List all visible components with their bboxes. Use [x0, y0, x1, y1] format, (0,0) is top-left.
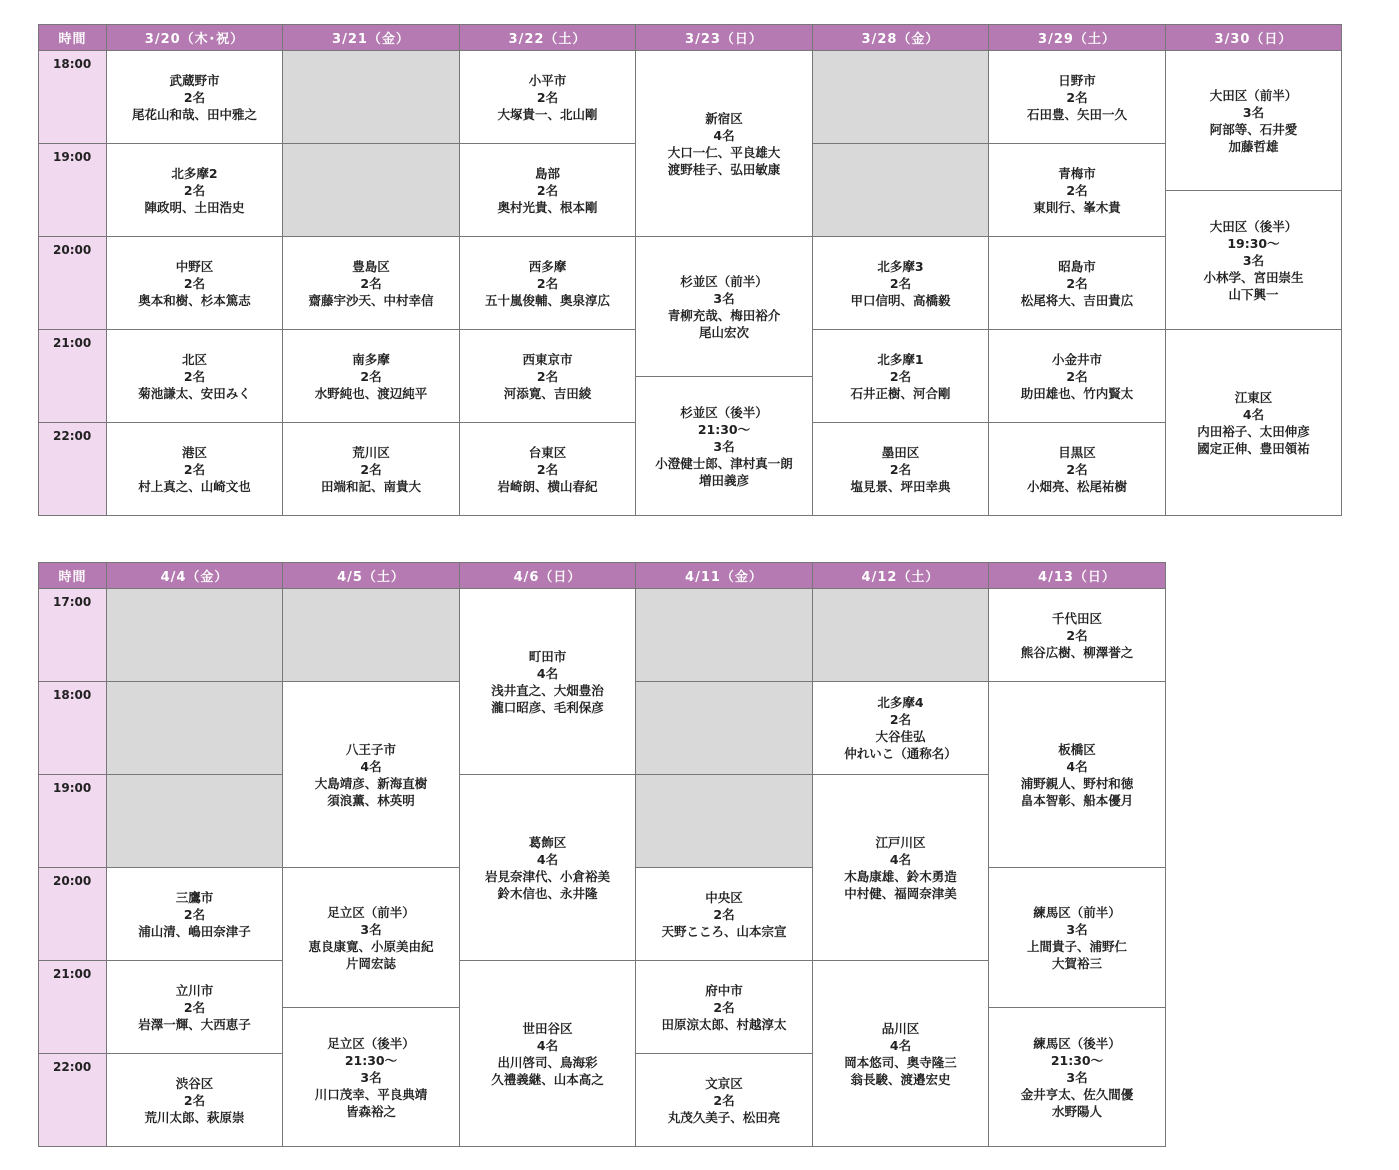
slot-count: 2名: [183, 275, 206, 291]
slot-area: 足立区（後半）: [327, 1035, 415, 1051]
schedule-slot: [107, 1054, 283, 1147]
slot-count: 3名: [1066, 1069, 1088, 1085]
slot-area: 江東区: [1234, 389, 1273, 405]
slot-names: 菊池謙太、安田みく: [138, 385, 251, 401]
slot-area: 墨田区: [881, 444, 920, 460]
date-header: 4/6（日）: [460, 563, 636, 589]
slot-count: 2名: [183, 368, 206, 384]
date-header: 3/22（土）: [460, 25, 636, 51]
slot-count: 3名: [1066, 921, 1088, 937]
slot-area: 町田市: [528, 648, 567, 664]
slot-area: 練馬区（前半）: [1033, 904, 1121, 920]
schedule-slot: [813, 775, 989, 961]
unavailable-slot: [636, 682, 813, 775]
schedule-slot: [460, 237, 636, 330]
schedule-slot: [989, 423, 1166, 516]
slot-area: 江戸川区: [875, 834, 926, 850]
schedule-slot: [989, 1008, 1166, 1147]
slot-names: 青柳充哉、梅田裕介: [667, 307, 781, 323]
date-header: 3/29（土）: [989, 25, 1166, 51]
slot-names: 石井正樹、河合剛: [850, 385, 951, 401]
slot-area: 練馬区（後半）: [1033, 1035, 1121, 1051]
slot-count: 2名: [536, 275, 559, 291]
slot-area: 千代田区: [1051, 610, 1102, 626]
schedule-slot: [460, 589, 636, 775]
slot-area: 目黒区: [1058, 444, 1096, 460]
date-header: 4/11（金）: [636, 563, 813, 589]
schedule-slot: [107, 423, 283, 516]
time-label: 19:00: [39, 144, 107, 237]
date-header: 3/20（木･祝）: [107, 25, 283, 51]
slot-start-time: 21:30～: [697, 421, 751, 437]
schedule-slot: [989, 330, 1166, 423]
slot-names: 瀧口昭彦、毛利保彦: [491, 699, 604, 715]
schedule-slot: [989, 51, 1166, 144]
slot-count: 2名: [1066, 627, 1088, 643]
slot-area: 昭島市: [1058, 258, 1096, 274]
slot-area: 豊島区: [352, 258, 390, 274]
slot-count: 2名: [889, 461, 912, 477]
slot-area: 北多摩2: [171, 165, 218, 181]
slot-area: 大田区（前半）: [1209, 87, 1298, 103]
schedule-slot: [813, 682, 989, 775]
slot-names: 皆森裕之: [345, 1103, 396, 1119]
slot-area: 八王子市: [345, 741, 396, 757]
slot-names: 浦野親人、野村和徳: [1020, 775, 1134, 791]
slot-area: 文京区: [705, 1075, 743, 1091]
slot-names: 丸茂久美子、松田亮: [667, 1109, 781, 1125]
slot-names: 加藤哲雄: [1228, 138, 1279, 154]
slot-area: 荒川区: [352, 444, 390, 460]
slot-count: 4名: [536, 665, 559, 681]
slot-area: 西東京市: [522, 351, 573, 367]
slot-area: 西多摩: [528, 258, 567, 274]
slot-count: 2名: [536, 89, 559, 105]
schedule-slot: [1166, 51, 1342, 191]
schedule-slot: [460, 51, 636, 144]
slot-count: 2名: [360, 275, 382, 291]
slot-area: 府中市: [705, 982, 743, 998]
slot-count: 2名: [1066, 89, 1088, 105]
schedule-slot: [989, 237, 1166, 330]
date-header: 4/4（金）: [107, 563, 283, 589]
slot-count: 3名: [1242, 252, 1265, 268]
slot-names: 助田雄也、竹内賢太: [1020, 385, 1134, 401]
schedule-slot: [813, 237, 989, 330]
schedule-slot: [636, 868, 813, 961]
schedule-slot: [283, 330, 460, 423]
slot-area: 足立区（前半）: [327, 904, 415, 920]
schedule-slot: [1166, 191, 1342, 330]
slot-names: 田原涼太郎、村越淳太: [661, 1016, 787, 1032]
slot-area: 青梅市: [1058, 165, 1096, 181]
unavailable-slot: [813, 589, 989, 682]
schedule-slot: [460, 961, 636, 1147]
slot-names: 浅井直之、大畑豊治: [491, 682, 604, 698]
unavailable-slot: [636, 589, 813, 682]
date-header: 3/23（日）: [636, 25, 813, 51]
schedule-slot: [107, 51, 283, 144]
slot-names: 天野こころ、山本宗宣: [661, 923, 787, 939]
slot-count: 3名: [360, 921, 382, 937]
slot-names: 大口一仁、平良雄大: [667, 144, 781, 160]
unavailable-slot: [636, 775, 813, 868]
schedule-slot: [107, 330, 283, 423]
schedule-table-april: [38, 562, 1166, 1147]
slot-area: 立川市: [175, 982, 214, 998]
slot-names: 大島靖彦、新海直樹: [314, 775, 428, 791]
schedule-slot: [460, 144, 636, 237]
slot-count: 2名: [183, 999, 206, 1015]
slot-names: 甲口信明、高橋毅: [850, 292, 951, 308]
slot-count: 2名: [183, 182, 206, 198]
time-header: 時間: [39, 25, 107, 51]
slot-names: 五十嵐俊輔、奥泉淳広: [484, 292, 610, 308]
slot-count: 2名: [536, 368, 559, 384]
slot-names: 阿部等、石井愛: [1209, 121, 1298, 137]
unavailable-slot: [283, 589, 460, 682]
slot-names: 國定正伸、豊田領祐: [1197, 440, 1310, 456]
date-header: 3/30（日）: [1166, 25, 1342, 51]
slot-area: 中央区: [705, 889, 743, 905]
slot-names: 尾花山和哉、田中雅之: [131, 106, 257, 122]
slot-area: 葛飾区: [528, 834, 567, 850]
slot-names: 浦山清、嶋田奈津子: [138, 923, 251, 939]
slot-count: 3名: [713, 438, 735, 454]
slot-names: 渡野桂子、弘田敏康: [667, 161, 781, 177]
slot-names: 中村健、福岡奈津美: [844, 885, 957, 901]
slot-count: 2名: [713, 1092, 735, 1108]
schedule-slot: [813, 961, 989, 1147]
slot-count: 2名: [713, 999, 735, 1015]
unavailable-slot: [107, 775, 283, 868]
slot-count: 2名: [889, 712, 912, 727]
slot-names: 岡本悠司、奥寺隆三: [844, 1054, 957, 1070]
slot-names: 鈴木信也、永井隆: [497, 885, 598, 901]
schedule-slot: [813, 423, 989, 516]
slot-names: 石田豊、矢田一久: [1026, 106, 1127, 122]
slot-count: 3名: [360, 1069, 382, 1085]
schedule-table-march: [38, 24, 1342, 516]
slot-names: 畠本智彰、船本優月: [1020, 792, 1134, 808]
slot-count: 2名: [183, 461, 206, 477]
slot-names: 水野陽人: [1051, 1103, 1102, 1119]
slot-start-time: 21:30～: [344, 1052, 398, 1068]
schedule-slot: [460, 775, 636, 961]
slot-names: 小澄健士郎、津村真一朗: [655, 455, 793, 471]
slot-count: 2名: [536, 182, 559, 198]
schedule-slot: [989, 589, 1166, 682]
schedule-slot: [636, 377, 813, 516]
slot-count: 4名: [889, 1037, 912, 1053]
slot-area: 小金井市: [1051, 351, 1102, 367]
slot-area: 北多摩3: [877, 258, 924, 274]
schedule-slot: [636, 961, 813, 1054]
schedule-slot: [1166, 330, 1342, 516]
time-label: 17:00: [39, 589, 107, 682]
slot-names: 奥本和樹、杉本篤志: [138, 292, 251, 308]
slot-names: 久禮義継、山本高之: [491, 1071, 604, 1087]
slot-names: 大谷佳弘: [875, 729, 926, 744]
slot-count: 4名: [1242, 406, 1265, 422]
schedule-slot: [989, 682, 1166, 868]
slot-area: 台東区: [528, 444, 567, 460]
slot-area: 北多摩1: [877, 351, 924, 367]
slot-count: 2名: [183, 1092, 206, 1108]
unavailable-slot: [813, 144, 989, 237]
slot-count: 2名: [889, 275, 912, 291]
slot-names: 水野純也、渡辺純平: [314, 385, 428, 401]
slot-start-time: 21:30～: [1050, 1052, 1104, 1068]
time-label: 18:00: [39, 682, 107, 775]
slot-names: 岩崎朗、横山春紀: [497, 478, 598, 494]
slot-count: 2名: [183, 89, 206, 105]
slot-area: 三鷹市: [175, 889, 214, 905]
schedule-slot: [283, 423, 460, 516]
slot-count: 2名: [360, 461, 382, 477]
slot-names: 松尾将大、吉田貴広: [1020, 292, 1134, 308]
slot-count: 4名: [889, 851, 912, 867]
schedule-slot: [636, 1054, 813, 1147]
slot-count: 2名: [1066, 275, 1088, 291]
slot-area: 世田谷区: [522, 1020, 573, 1036]
schedule-slot: [283, 868, 460, 1008]
slot-count: 2名: [1066, 368, 1088, 384]
unavailable-slot: [283, 144, 460, 237]
slot-count: 2名: [1066, 182, 1088, 198]
schedule-slot: [107, 144, 283, 237]
slot-count: 4名: [1066, 758, 1088, 774]
date-header: 3/28（金）: [813, 25, 989, 51]
slot-count: 2名: [183, 906, 206, 922]
slot-area: 武蔵野市: [169, 72, 220, 88]
slot-count: 4名: [360, 758, 382, 774]
unavailable-slot: [283, 51, 460, 144]
slot-area: 港区: [181, 444, 207, 460]
slot-count: 2名: [360, 368, 382, 384]
slot-area: 南多摩: [352, 351, 390, 367]
slot-names: 岩澤一輝、大西恵子: [138, 1016, 251, 1032]
slot-names: 増田義彦: [698, 472, 749, 488]
schedule-slot: [989, 144, 1166, 237]
slot-start-time: 19:30～: [1227, 235, 1280, 251]
slot-names: 齋藤宇沙天、中村幸信: [308, 292, 434, 308]
time-label: 22:00: [39, 1054, 107, 1147]
slot-count: 4名: [713, 127, 735, 143]
slot-area: 島部: [534, 165, 560, 181]
schedule-slot: [107, 237, 283, 330]
schedule-slot: [283, 682, 460, 868]
slot-area: 大田区（後半）: [1209, 218, 1298, 234]
slot-count: 2名: [713, 906, 735, 922]
unavailable-slot: [107, 682, 283, 775]
slot-names: 仲れいこ（通称名）: [844, 746, 957, 761]
time-label: 18:00: [39, 51, 107, 144]
time-label: 22:00: [39, 423, 107, 516]
slot-area: 北区: [181, 351, 207, 367]
slot-names: 山下興一: [1228, 286, 1279, 302]
date-header: 4/5（土）: [283, 563, 460, 589]
slot-names: 大賀裕三: [1051, 955, 1102, 971]
slot-names: 荒川太郎、萩原崇: [144, 1109, 245, 1125]
slot-names: 大塚貴一、北山剛: [497, 106, 598, 122]
time-label: 21:00: [39, 961, 107, 1054]
slot-names: 塩見景、坪田幸典: [850, 478, 951, 494]
date-header: 3/21（金）: [283, 25, 460, 51]
slot-names: 陣政明、土田浩史: [144, 199, 245, 215]
slot-names: 岩見奈津代、小倉裕美: [484, 868, 610, 884]
schedule-slot: [283, 237, 460, 330]
slot-count: 4名: [536, 851, 559, 867]
slot-count: 2名: [1066, 461, 1088, 477]
slot-names: 熊谷広樹、柳澤誉之: [1020, 644, 1134, 660]
slot-names: 東則行、峯木貴: [1033, 199, 1121, 215]
slot-names: 上間貴子、浦野仁: [1026, 938, 1127, 954]
time-label: 20:00: [39, 237, 107, 330]
slot-names: 川口茂幸、平良典靖: [314, 1086, 428, 1102]
slot-area: 中野区: [175, 258, 214, 274]
schedule-slot: [636, 237, 813, 377]
date-header: 4/12（土）: [813, 563, 989, 589]
slot-names: 片岡宏誌: [345, 955, 396, 971]
slot-area: 日野市: [1058, 72, 1096, 88]
slot-names: 村上真之、山崎文也: [138, 478, 251, 494]
slot-area: 板橋区: [1058, 741, 1096, 757]
slot-count: 2名: [889, 368, 912, 384]
slot-area: 品川区: [881, 1020, 920, 1036]
unavailable-slot: [107, 589, 283, 682]
slot-count: 3名: [713, 290, 735, 306]
time-header: 時間: [39, 563, 107, 589]
slot-area: 杉並区（前半）: [680, 273, 768, 289]
slot-names: 奥村光貴、根本剛: [497, 199, 598, 215]
unavailable-slot: [813, 51, 989, 144]
slot-names: 出川啓司、鳥海彩: [497, 1054, 598, 1070]
slot-names: 小林学、宮田崇生: [1203, 269, 1304, 285]
schedule-slot: [813, 330, 989, 423]
schedule-slot: [460, 330, 636, 423]
slot-names: 小畑亮、松尾祐樹: [1026, 478, 1127, 494]
schedule-slot: [989, 868, 1166, 1008]
schedule-slot: [107, 961, 283, 1054]
slot-area: 小平市: [528, 72, 567, 88]
slot-area: 渋谷区: [175, 1075, 214, 1091]
slot-names: 金井亨太、佐久間優: [1020, 1086, 1134, 1102]
slot-names: 翁長駿、渡邉宏史: [850, 1071, 951, 1087]
slot-count: 4名: [536, 1037, 559, 1053]
slot-names: 木島康雄、鈴木勇造: [844, 868, 957, 884]
slot-names: 田端和記、南貴大: [320, 478, 421, 494]
schedule-slot: [460, 423, 636, 516]
slot-area: 新宿区: [705, 110, 743, 126]
slot-area: 杉並区（後半）: [680, 404, 768, 420]
schedule-slot: [283, 1008, 460, 1147]
slot-names: 須浪薫、林英明: [327, 792, 415, 808]
slot-count: 2名: [536, 461, 559, 477]
slot-names: 河添寛、吉田綾: [503, 385, 592, 401]
time-label: 20:00: [39, 868, 107, 961]
schedule-slot: [636, 51, 813, 237]
schedule-slot: [107, 868, 283, 961]
slot-names: 恵良康寛、小原美由紀: [308, 938, 434, 954]
time-label: 19:00: [39, 775, 107, 868]
date-header: 4/13（日）: [989, 563, 1166, 589]
slot-names: 尾山宏次: [698, 324, 749, 340]
slot-count: 3名: [1242, 104, 1265, 120]
slot-names: 内田裕子、太田伸彦: [1197, 423, 1310, 439]
slot-area: 北多摩4: [877, 695, 924, 710]
time-label: 21:00: [39, 330, 107, 423]
